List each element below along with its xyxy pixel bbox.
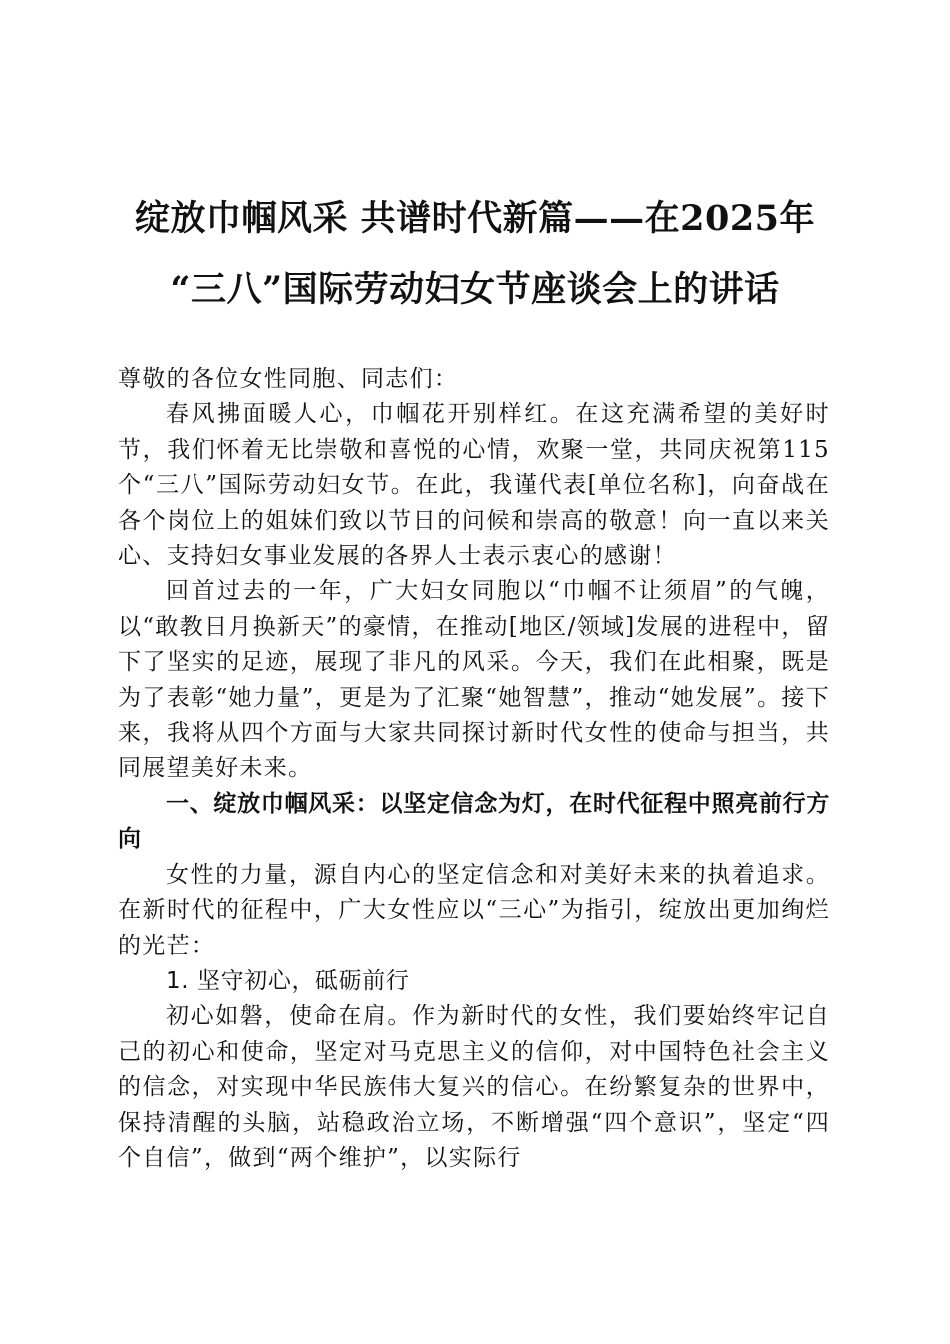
salutation: 尊敬的各位女性同胞、同志们：: [118, 366, 459, 392]
document-title-line-1: 绽放巾帼风采 共谱时代新篇——在2025年: [134, 198, 816, 239]
paragraph-opening: 春风拂面暖人心，巾帼花开别样红。在这充满希望的美好时节，我们怀着无比崇敬和喜悦的心情，欢聚一堂，共同庆祝第115个“三八”国际劳动妇女节。在此，我谨代表[单位名称]，向奋战在各个岗位上的姐妹们致以节日的问候和崇高的敬意！向一直以来关心、支持妇女事业发展的各界人士表示衷心的感谢！: [118, 401, 830, 570]
subsection-1-text: 初心如磐，使命在肩。作为新时代的女性，我们要始终牢记自己的初心和使命，坚定对马克思主义的信仰，对中国特色社会主义的信念，对实现中华民族伟大复兴的信心。在纷繁复杂的世界中，保持清醒的头脑，站稳政治立场，不断增强“四个意识”，坚定“四个自信”，做到“两个维护”，以实际行: [118, 1003, 830, 1171]
document-title-line-2: “三八”国际劳动妇女节座谈会上的讲话: [170, 269, 780, 310]
subsection-1-heading: 1. 坚守初心，砥砺前行: [166, 967, 410, 994]
section-1-intro: 女性的力量，源自内心的坚定信念和对美好未来的执着追求。在新时代的征程中，广大女性应以“三心”为指引，绽放出更加绚烂的光芒：: [118, 861, 830, 959]
paragraph-review: 回首过去的一年，广大妇女同胞以“巾帼不让须眉”的气魄，以“敢教日月换新天”的豪情，在推动[地区/领域]发展的进程中，留下了坚实的足迹，展现了非凡的风采。今天，我们在此相聚，既是为了表彰“她力量”，更是为了汇聚“她智慧”，推动“她发展”。接下来，我将从四个方面与大家共同探讨新时代女性的使命与担当，共同展望美好未来。: [118, 578, 830, 782]
document-body: [118, 362, 830, 1176]
section-1-heading: 一、绽放巾帼风采：以坚定信念为灯，在时代征程中照亮前行方向: [118, 790, 830, 853]
